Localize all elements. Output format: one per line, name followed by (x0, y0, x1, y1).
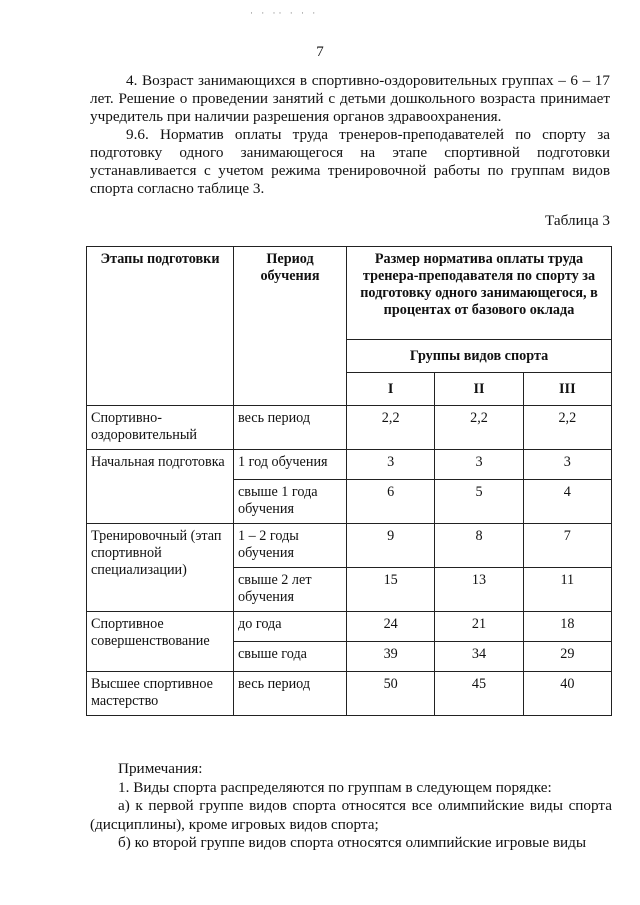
value-cell: 3 (523, 450, 611, 480)
period-cell: свыше года (234, 642, 347, 672)
period-cell: весь период (234, 406, 347, 450)
page-number: 7 (316, 44, 324, 60)
table-row (87, 406, 612, 450)
value-cell: 29 (523, 642, 611, 672)
header-norm: Размер норматива оплаты труда тренера-преподавателя по спорту за подготовку одного занимающегося, в процентах от базового оклада (347, 247, 612, 340)
notes-section (90, 760, 612, 853)
value-cell: 24 (347, 612, 435, 642)
value-cell: 9 (347, 524, 435, 568)
table-row (87, 612, 612, 642)
period-cell: 1 год обучения (234, 450, 347, 480)
value-cell: 4 (523, 480, 611, 524)
value-cell: 11 (523, 568, 611, 612)
table-row (87, 524, 612, 568)
stage-cell: Спортивное совершенствование (87, 612, 234, 672)
period-cell: 1 – 2 годы обучения (234, 524, 347, 568)
note-item: а) к первой группе видов спорта относятся все олимпийские виды спорта (дисциплины), кроме игровых видов спорта; (90, 797, 612, 833)
value-cell: 18 (523, 612, 611, 642)
value-cell: 3 (435, 450, 523, 480)
value-cell: 2,2 (435, 406, 523, 450)
value-cell: 15 (347, 568, 435, 612)
note-item: 1. Виды спорта распределяются по группам в следующем порядке: (118, 778, 552, 796)
value-cell: 7 (523, 524, 611, 568)
table-caption: Таблица 3 (545, 212, 610, 229)
value-cell: 21 (435, 612, 523, 642)
norm-table (86, 246, 612, 716)
header-groups: Группы видов спорта (347, 340, 612, 373)
paragraph-age: 4. Возраст занимающихся в спортивно-оздоровительных группах – 6 – 17 лет. Решение о проведении занятий с детьми дошкольного возраста принимает учредитель при наличии разрешения органов здравоохранения. (90, 72, 610, 125)
notes-title: Примечания: (118, 760, 203, 777)
value-cell: 13 (435, 568, 523, 612)
value-cell: 5 (435, 480, 523, 524)
period-cell: свыше 2 лет обучения (234, 568, 347, 612)
value-cell: 6 (347, 480, 435, 524)
table-row (87, 450, 612, 480)
stage-cell: Тренировочный (этап спортивной специализации) (87, 524, 234, 612)
stage-cell: Высшее спортивное мастерство (87, 672, 234, 716)
period-cell: до года (234, 612, 347, 642)
value-cell: 2,2 (347, 406, 435, 450)
scan-specks: · · ·· · · · (250, 8, 319, 18)
header-group-3: III (523, 373, 611, 406)
value-cell: 45 (435, 672, 523, 716)
value-cell: 3 (347, 450, 435, 480)
note-item: б) ко второй группе видов спорта относятся олимпийские игровые виды (118, 834, 587, 851)
table-row (87, 672, 612, 716)
header-period: Период обучения (234, 247, 347, 406)
paragraph-norm: 9.6. Норматив оплаты труда тренеров-преподавателей по спорту за подготовку одного занимающегося на этапе спортивной подготовки устанавливается с учетом режима тренировочной работы по группам видов спорта согласно таблице 3. (90, 126, 610, 197)
header-stage: Этапы подготовки (87, 247, 234, 406)
value-cell: 8 (435, 524, 523, 568)
period-cell: свыше 1 года обучения (234, 480, 347, 524)
value-cell: 34 (435, 642, 523, 672)
period-cell: весь период (234, 672, 347, 716)
header-group-2: II (435, 373, 523, 406)
value-cell: 50 (347, 672, 435, 716)
value-cell: 40 (523, 672, 611, 716)
stage-cell: Спортивно-оздоровительный (87, 406, 234, 450)
header-group-1: I (347, 373, 435, 406)
stage-cell: Начальная подготовка (87, 450, 234, 524)
value-cell: 39 (347, 642, 435, 672)
value-cell: 2,2 (523, 406, 611, 450)
